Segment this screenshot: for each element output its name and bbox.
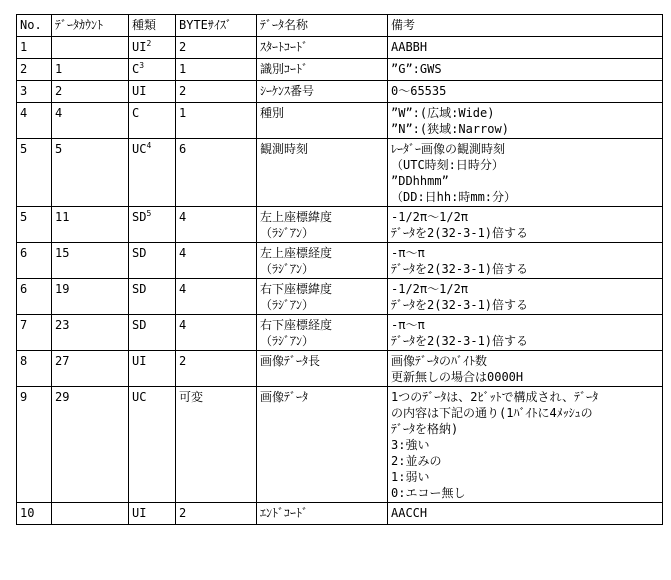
cell-type [129,243,176,279]
data-name-line: 右下座標緯度 [260,282,333,296]
note-line: 0～65535 [391,84,447,98]
cell-no: 6 [17,279,52,315]
table-row [17,387,663,503]
type-value: UC [132,390,147,404]
header-notes: 備考 [388,15,663,37]
note-line: -π～π [391,246,425,260]
cell-data-name [257,279,388,315]
type-value: SD [132,282,147,296]
type-value: SD [132,246,147,260]
cell-notes [388,279,663,315]
cell-data-count: 11 [52,207,129,243]
note-line: （DD:日hh:時mm:分） [391,190,517,204]
note-line: 1:弱い [391,470,430,484]
cell-byte-size: 2 [176,503,257,525]
cell-data-count: 27 [52,351,129,387]
type-footnote-marker: 5 [146,209,152,218]
cell-byte-size: 可変 [176,387,257,503]
cell-data-count: 1 [52,59,129,81]
cell-type [129,315,176,351]
cell-type [129,279,176,315]
type-value: SD [132,210,147,224]
header-type: 種類 [129,15,176,37]
cell-data-name [257,315,388,351]
data-name-line: 左上座標緯度 [260,210,333,224]
header-row [17,15,663,37]
cell-data-name [257,103,388,139]
cell-data-name [257,243,388,279]
cell-data-count: 19 [52,279,129,315]
cell-byte-size: 4 [176,243,257,279]
cell-no: 1 [17,37,52,59]
type-footnote-marker: 4 [146,141,152,150]
note-line: ﾃﾞｰﾀを2(32-3-1)倍する [391,298,529,312]
cell-data-name [257,59,388,81]
cell-byte-size: 1 [176,59,257,81]
table-row [17,279,663,315]
type-value: C [132,106,140,120]
type-value: C [132,62,140,76]
note-line: ”W”:(広域:Wide) [391,106,495,120]
note-line: （UTC時刻:日時分） [391,158,504,172]
type-value: UI [132,84,147,98]
cell-data-name [257,139,388,207]
cell-notes [388,59,663,81]
data-name-line: ｴﾝﾄﾞｺｰﾄﾞ [260,506,309,520]
note-line: 更新無しの場合は0000H [391,370,524,384]
table-row [17,139,663,207]
cell-type [129,387,176,503]
cell-type [129,503,176,525]
cell-byte-size: 4 [176,279,257,315]
cell-byte-size: 2 [176,37,257,59]
data-name-line: （ﾗｼﾞｱﾝ） [260,334,315,348]
note-line: ”G”:GWS [391,62,442,76]
cell-data-count: 15 [52,243,129,279]
note-line: 0:エコー無し [391,486,466,500]
type-value: UI [132,354,147,368]
cell-byte-size: 2 [176,81,257,103]
note-line: AACCH [391,506,428,520]
note-line: 2:並みの [391,454,442,468]
note-line: ﾚｰﾀﾞｰ画像の観測時刻 [391,142,506,156]
table-row [17,81,663,103]
cell-data-name [257,207,388,243]
header-byte-size: BYTEｻｲｽﾞ [176,15,257,37]
data-name-line: 右下座標経度 [260,318,333,332]
cell-byte-size: 2 [176,351,257,387]
note-line: AABBH [391,40,428,54]
note-line: 1つのﾃﾞｰﾀは、2ﾋﾞｯﾄで構成され、ﾃﾞｰﾀ [391,390,599,404]
note-line: 3:強い [391,438,430,452]
cell-notes [388,139,663,207]
note-line: 画像ﾃﾞｰﾀのﾊﾞｲﾄ数 [391,354,488,368]
cell-type [129,37,176,59]
note-line: ”N”:(狭域:Narrow) [391,122,509,136]
note-line: -π～π [391,318,425,332]
cell-no: 8 [17,351,52,387]
cell-notes [388,351,663,387]
cell-type [129,139,176,207]
note-line: ﾃﾞｰﾀを2(32-3-1)倍する [391,334,529,348]
cell-no: 5 [17,207,52,243]
cell-data-count: 2 [52,81,129,103]
type-value: UI [132,40,147,54]
table-row [17,351,663,387]
cell-notes [388,37,663,59]
type-value: UC [132,142,147,156]
data-name-line: （ﾗｼﾞｱﾝ） [260,298,315,312]
data-name-line: ｽﾀｰﾄｺｰﾄﾞ [260,40,309,54]
cell-type [129,207,176,243]
note-line: -1/2π～1/2π [391,210,469,224]
data-name-line: 画像ﾃﾞｰﾀ長 [260,354,321,368]
data-name-line: 画像ﾃﾞｰﾀ [260,390,309,404]
cell-no: 7 [17,315,52,351]
cell-no: 6 [17,243,52,279]
cell-data-count: 5 [52,139,129,207]
type-value: UI [132,506,147,520]
data-name-line: 識別ｺｰﾄﾞ [260,62,309,76]
data-name-line: 観測時刻 [260,142,309,156]
note-line: -1/2π～1/2π [391,282,469,296]
cell-no: 2 [17,59,52,81]
table-row [17,103,663,139]
data-name-line: 左上座標経度 [260,246,333,260]
cell-notes [388,207,663,243]
cell-notes [388,81,663,103]
cell-notes [388,315,663,351]
table-row [17,207,663,243]
cell-byte-size: 1 [176,103,257,139]
note-line: ”DDhhmm” [391,174,449,188]
cell-no: 4 [17,103,52,139]
cell-data-count: 29 [52,387,129,503]
data-name-line: （ﾗｼﾞｱﾝ） [260,226,315,240]
cell-data-count [52,37,129,59]
header-no: No. [17,15,52,37]
table-body [17,37,663,525]
cell-data-name [257,37,388,59]
table-row [17,503,663,525]
cell-data-name [257,351,388,387]
type-footnote-marker: 2 [146,39,152,48]
cell-no: 10 [17,503,52,525]
cell-type [129,351,176,387]
table-row [17,37,663,59]
cell-data-name [257,387,388,503]
cell-type [129,103,176,139]
cell-data-count: 4 [52,103,129,139]
note-line: ﾃﾞｰﾀを2(32-3-1)倍する [391,226,529,240]
cell-data-name [257,81,388,103]
cell-byte-size: 6 [176,139,257,207]
note-line: ﾃﾞｰﾀを2(32-3-1)倍する [391,262,529,276]
cell-type [129,59,176,81]
cell-byte-size: 4 [176,315,257,351]
data-name-line: 種別 [260,106,285,120]
table-row [17,243,663,279]
cell-notes [388,243,663,279]
cell-data-count [52,503,129,525]
data-name-line: （ﾗｼﾞｱﾝ） [260,262,315,276]
note-line: の内容は下記の通り(1ﾊﾞｲﾄに4ﾒｯｼｭの [391,406,593,420]
cell-notes [388,103,663,139]
cell-notes [388,387,663,503]
note-line: ﾃﾞｰﾀを格納) [391,422,459,436]
cell-data-count: 23 [52,315,129,351]
cell-no: 9 [17,387,52,503]
header-data-count: ﾃﾞｰﾀｶｳﾝﾄ [52,15,129,37]
type-value: SD [132,318,147,332]
table-row [17,59,663,81]
cell-notes [388,503,663,525]
cell-data-name [257,503,388,525]
type-footnote-marker: 3 [139,61,145,70]
data-format-table [16,14,663,525]
header-data-name: ﾃﾞｰﾀ名称 [257,15,388,37]
table-row [17,315,663,351]
cell-no: 3 [17,81,52,103]
data-name-line: ｼｰｹﾝｽ番号 [260,84,315,98]
cell-type [129,81,176,103]
cell-byte-size: 4 [176,207,257,243]
cell-no: 5 [17,139,52,207]
